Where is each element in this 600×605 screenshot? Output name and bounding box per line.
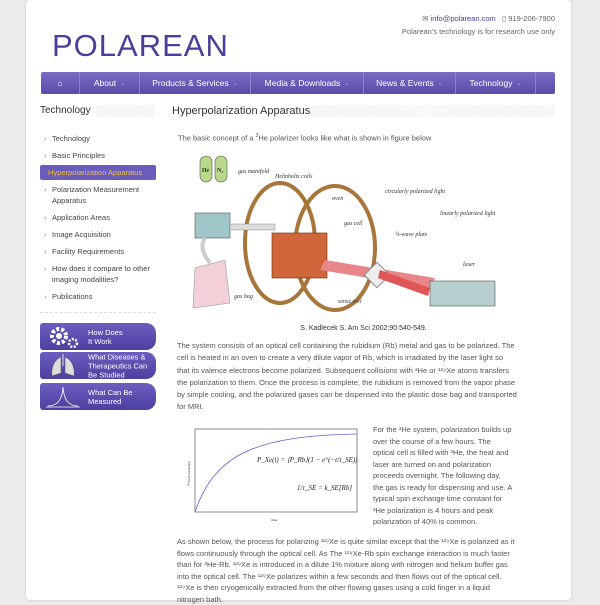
paragraph-system: The system consists of an optical cell containing the rubidium (Rb) metal and gas to be polarized. The cell is heated in an oven to create a very dilute vapor of Rb, which is irradiated by the laser light so that its valence electrons become polarized. Subsequent collisions with ³He or ¹²⁹Xe atoms transfers the polarization to them. Once the process is complete, the rubidium is removed from the vapor phase by simple cooling, and the polarized gases can be dispensed into the plastic dose bag and transported for MRI. — [177, 341, 517, 412]
contact-info — [402, 12, 555, 38]
nav-home[interactable] — [41, 72, 80, 94]
button-label: What Can Be Measured — [88, 387, 133, 406]
nav-products-services[interactable] — [140, 72, 251, 94]
heading-pattern — [310, 105, 555, 117]
label-n2: N₂ — [217, 168, 224, 174]
main-nav — [41, 72, 555, 94]
home-icon: ⌂ — [57, 78, 63, 88]
paragraph-he-system: For the ³He system, polarization builds up over the course of a few hours. The optical cell is filled with ³He, the heat and laser are turned on and polarization proceeds overnight. The following day, the gas is ready for dispensing and use. A typical spin exchange time constant for ³He polarization is 4 hours and peak polarization of 40% is common. — [373, 425, 512, 526]
sidebar-item-basic-principles[interactable]: › Basic Principles — [40, 147, 156, 164]
diseases-therapeutics-button[interactable] — [40, 352, 156, 379]
sidebar-item-image-acquisition[interactable]: › Image Acquisition — [40, 226, 156, 243]
graph-equation-1: P_Xe(t) = ⟨P_Rb⟩(1 − e^(−t/τ_SE)) — [257, 456, 358, 464]
sidebar-item-hyperpolarization-apparatus[interactable]: Hyperpolarization Apparatus — [40, 165, 156, 180]
sidebar-item-publications[interactable]: › Publications — [40, 288, 156, 305]
nav-label: Media & Downloads — [264, 78, 341, 88]
nav-media-downloads[interactable] — [251, 72, 364, 94]
graph-equation-2: 1/τ_SE = k_SE[Rb] — [297, 484, 353, 492]
sidebar-item-application-areas[interactable]: › Application Areas — [40, 209, 156, 226]
heading-pattern — [95, 105, 155, 117]
label-oven: oven — [332, 196, 344, 202]
label-gas-manifold: gas manifold — [238, 169, 270, 175]
paragraph-xe-process: As shown below, the process for polarizing ¹²⁹Xe is quite similar except that the ¹²⁹Xe is polarized as it flows continuously through the optical cell. As The ¹²⁹Xe-Rb spin exchange interaction is much faster than for ³He-Rb. ¹²⁹Xe is introduced in a dilute 1% mixture along with nitrogen and helium buffer gas into the optical cell. The ¹²⁹Xe polarizes within a few seconds and then flows out of the optical cell. ¹²⁹Xe is then cryogenically extracted from the other flowing gases using a cold finger in a liquid nitrogen bath. — [177, 537, 515, 604]
nav-about[interactable] — [80, 72, 140, 94]
how-does-it-work-button[interactable] — [40, 323, 156, 350]
sidebar-title: Technology — [40, 105, 91, 116]
intro-text: The basic concept of a $^3$He polarizer looks like what is shown in figure below — [178, 133, 432, 143]
button-label: How Does It Work — [88, 327, 123, 346]
what-can-be-measured-button[interactable] — [40, 383, 156, 410]
figure-caption: S. Kadlecek S. Am Sci 2002;90:540-549. — [300, 325, 427, 332]
polarizer-illustration — [190, 148, 520, 320]
gears-icon — [46, 325, 82, 349]
lungs-icon — [50, 354, 76, 378]
sidebar-item-facility-requirements[interactable]: › Facility Requirements — [40, 243, 156, 260]
sidebar-divider — [40, 312, 156, 313]
chevron-down-icon: ⌄ — [516, 80, 522, 87]
nav-label: News & Events — [376, 78, 434, 88]
nav-news-events[interactable] — [364, 72, 456, 94]
nav-label: Products & Services — [152, 78, 229, 88]
label-gas-bag: gas bag — [234, 294, 253, 300]
phone-icon: ▯ — [502, 14, 507, 23]
chevron-down-icon: ⌄ — [437, 80, 443, 87]
label-linear-light: linearly polarized light — [440, 211, 496, 217]
polarization-graph — [185, 424, 360, 524]
nav-label: Technology — [469, 78, 513, 88]
sidebar-item-polarization-measurement[interactable]: › Polarization Measurement Apparatus — [40, 181, 156, 209]
graph-ylabel: ¹²⁹Xe Polarization — [187, 460, 191, 486]
label-he: He — [202, 168, 210, 174]
chevron-down-icon: ⌄ — [344, 80, 350, 87]
research-notice: Polarean's technology is for research use only — [401, 27, 555, 36]
nav-label: About — [93, 78, 117, 88]
email-link[interactable]: info@polarean.com — [430, 14, 496, 23]
page-title: Hyperpolarization Apparatus — [172, 105, 311, 117]
chevron-down-icon: ⌄ — [120, 80, 126, 87]
sidebar-item-technology[interactable]: › Technology — [40, 130, 156, 147]
chevron-down-icon: ⌄ — [232, 80, 238, 87]
label-laser: laser — [463, 262, 475, 268]
label-circular-light: circularly polarized light — [385, 189, 446, 195]
label-sense-coil: sense coil — [338, 299, 362, 305]
sidebar-menu — [40, 130, 156, 305]
sidebar-item-compare-modalities[interactable]: › How does it compare to other imaging modalities? — [40, 260, 156, 288]
mail-icon: ✉ — [422, 14, 429, 23]
spectrum-peak-icon — [44, 385, 82, 409]
button-label: What Diseases & Therapeutics Can Be Studied — [88, 352, 148, 379]
phone-number: 919-206-7900 — [508, 14, 555, 23]
label-quarter-wave: ¼-wave plate — [395, 232, 428, 238]
nav-technology[interactable] — [456, 72, 536, 94]
label-gas-cell: gas cell — [344, 221, 363, 227]
graph-xlabel: time — [271, 518, 278, 522]
label-helmholtz: Helmholtz coils — [275, 174, 313, 180]
polarean-logo[interactable]: POLAREAN — [52, 28, 229, 63]
